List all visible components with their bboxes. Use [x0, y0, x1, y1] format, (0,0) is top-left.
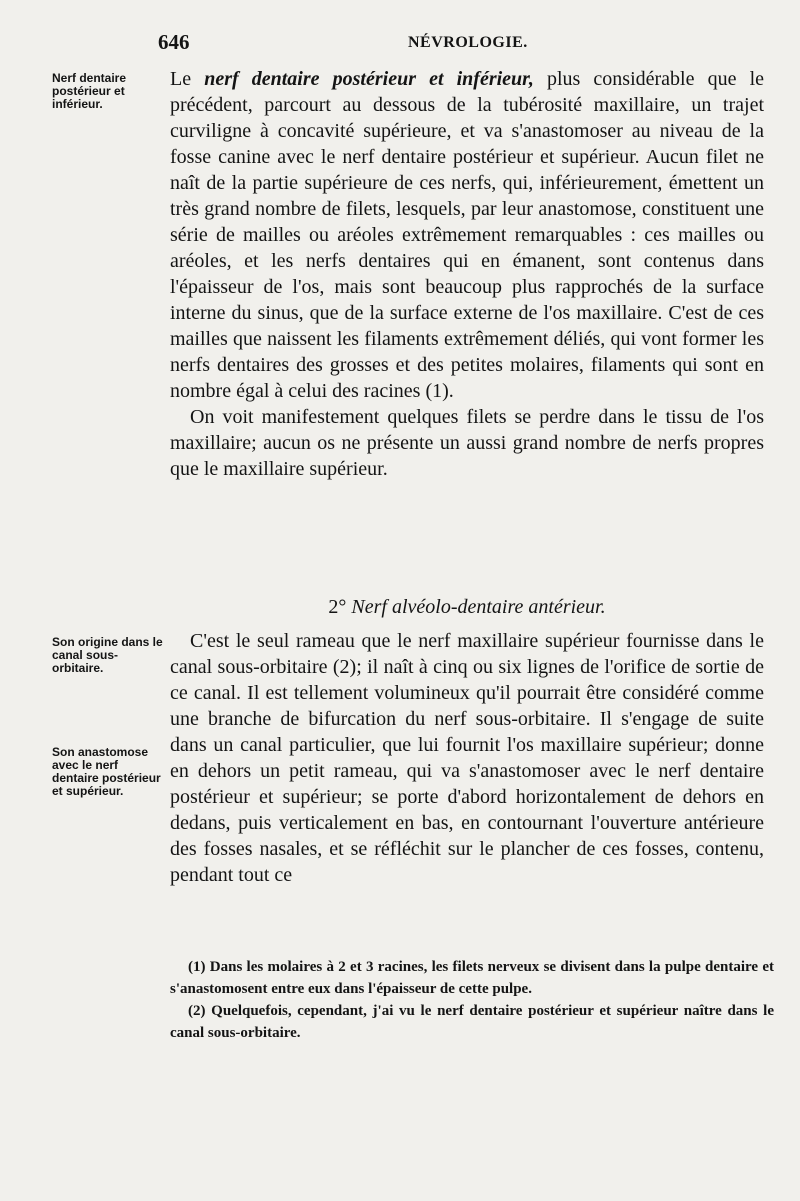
running-head: NÉVROLOGIE. — [408, 34, 528, 51]
paragraph-2: On voit manifestement quelques filets se perdre dans le tissu de l'os maxillaire; aucun os ne présente un aussi grand nombre de nerfs propres que le maxillaire supérieur. — [170, 406, 764, 480]
section-2-heading — [170, 594, 764, 620]
footnote-2: (2) Quelquefois, cependant, j'ai vu le nerf dentaire postérieur et supérieur naître dans le canal sous-orbitaire. — [170, 1003, 774, 1041]
paragraph-3: C'est le seul rameau que le nerf maxillaire supérieur fournisse dans le canal sous-orbitaire (2); il naît à cinq ou six lignes de l'orifice de sortie de ce canal. Il est tellement volumineux qu'il pourrait être considéré comme une branche de bifurcation du nerf sous-orbitaire. Il s'engage de suite dans un canal particulier, que lui fournit l'os maxillaire supérieur; donne en dehors un petit rameau, qui va s'anastomoser avec le nerf dentaire postérieur et supérieur; se porte d'abord horizontalement de dehors en dedans, puis verticalement en bas, en contournant l'ouverture antérieure des fosses nasales, et se réfléchit sur le plancher de ces fosses, contenu, pendant tout ce — [170, 630, 764, 886]
section-number: 2° — [328, 596, 347, 618]
margin-note-origine: Son origine dans le canal sous-orbitaire. — [52, 635, 163, 675]
page-number: 646 — [158, 30, 190, 54]
paragraph-1-text: plus considérable que le précédent, parcourt au dessous de la tubérosité maxillaire, un trajet curviligne à concavité supérieure, et va s'anastomoser au niveau de la fosse canine avec le nerf dentaire postérieur et supérieur. Aucun filet ne naît de la partie supérieure de ces nerfs, qui, inférieurement, émettent un très grand nombre de filets, lesquels, par leur anastomose, constituent une série de mailles ou aréoles extrêmement remarquables : ces mailles ou aréoles, et les nerfs dentaires qui en émanent, sont contenus dans l'épaisseur de l'os, mais sont beaucoup plus rapprochés de la surface interne du sinus, que de la surface externe de l'os maxillaire. C'est de ces mailles que naissent les filaments extrêmement déliés, qui vont former les nerfs dentaires des grosses et des petites molaires, filaments qui sont en nombre égal à celui des racines (1). — [170, 68, 765, 402]
page-header — [158, 30, 718, 58]
section-1-text — [170, 66, 764, 482]
footnotes — [170, 956, 774, 1044]
paragraph-1 — [170, 66, 764, 404]
footnote-1: (1) Dans les molaires à 2 et 3 racines, les filets nerveux se divisent dans la pulpe dentaire et s'anastomosent entre eux dans l'épaisseur de cette pulpe. — [170, 959, 774, 997]
intro-word: Le — [170, 68, 192, 90]
section-title: Nerf alvéolo-dentaire antérieur. — [351, 596, 606, 618]
margin-note-nerf-dentaire: Nerf dentaire postérieur et inférieur. — [52, 71, 127, 111]
nerve-name: nerf dentaire postérieur et inférieur, — [204, 68, 534, 90]
margin-note-anastomose: Son anastomose avec le nerf dentaire postérieur et supérieur. — [52, 745, 161, 798]
section-2-text — [170, 628, 764, 888]
